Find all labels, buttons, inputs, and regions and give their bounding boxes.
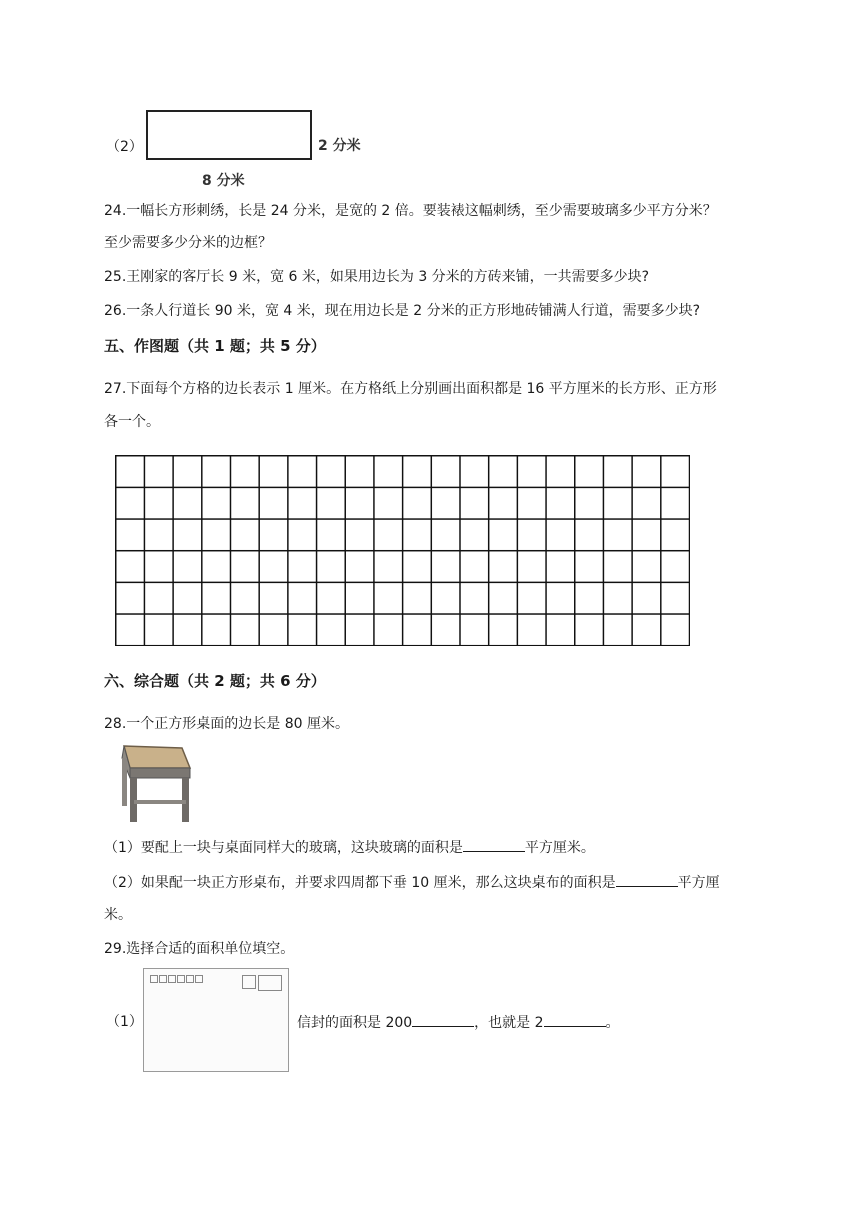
q24-line1: 24.一幅长方形刺绣，长是 24 分米，是宽的 2 倍。要装裱这幅刺绣，至少需要玻璃多少平方分米？: [104, 203, 717, 219]
q27-line1: 27.下面每个方格的边长表示 1 厘米。在方格纸上分别画出面积都是 16 平方厘米的长方形、正方形: [104, 381, 717, 397]
square-grid-paper[interactable]: [115, 455, 690, 646]
rectangle-height-label: 2 分米: [318, 138, 361, 154]
q29-sub1-middle: ，也就是 2: [474, 1015, 544, 1031]
q29-sub1-prefix: 信封的面积是 200: [297, 1015, 413, 1031]
section-5-heading: 五、作图题（共 1 题；共 5 分）: [104, 337, 326, 355]
stamp-box: [258, 975, 282, 991]
q28-sub1-suffix: 平方厘米。: [524, 840, 595, 856]
q28-stem: 28.一个正方形桌面的边长是 80 厘米。: [104, 716, 349, 732]
figure-2-label: （2）: [106, 139, 143, 155]
rectangle-width-label: 8 分米: [202, 173, 245, 189]
q25-text: 25.王刚家的客厅长 9 米，宽 6 米，如果用边长为 3 分米的方砖来铺，一共需要多少块?: [104, 269, 650, 285]
q27-line2: 各一个。: [104, 414, 160, 430]
section-6-heading: 六、综合题（共 2 题；共 6 分）: [104, 672, 326, 690]
rectangle-figure: [146, 110, 312, 160]
envelope-image: [143, 968, 289, 1072]
q26-text: 26.一条人行道长 90 米，宽 4 米，现在用边长是 2 分米的正方形地砖铺满人行道，需要多少块?: [104, 303, 701, 319]
table-image: [114, 742, 192, 824]
q29-sub1-blank1[interactable]: [412, 1012, 474, 1027]
q29-sub1-suffix: 。: [605, 1015, 620, 1031]
q28-sub1-blank[interactable]: [463, 837, 525, 852]
stamp-box-small: [242, 975, 256, 989]
q28-sub2-line2: 米。: [104, 907, 132, 923]
zip-code-boxes: [150, 975, 203, 983]
q29-sub1-label: （1）: [106, 1014, 143, 1030]
q28-sub2-suffix: 平方厘: [677, 875, 720, 891]
q28-sub1-prefix: （1）要配上一块与桌面同样大的玻璃，这块玻璃的面积是: [104, 840, 463, 856]
q28-sub2-blank[interactable]: [616, 872, 678, 887]
q24-line2: 至少需要多少分米的边框？: [104, 235, 272, 251]
q28-sub2: [104, 872, 720, 893]
q28-sub1: [104, 837, 595, 858]
q28-sub2-prefix: （2）如果配一块正方形桌布，并要求四周都下垂 10 厘米，那么这块桌布的面积是: [104, 875, 616, 891]
q29-sub1-blank2[interactable]: [544, 1012, 606, 1027]
q29-stem: 29.选择合适的面积单位填空。: [104, 941, 295, 957]
q29-sub1: [297, 1012, 620, 1033]
